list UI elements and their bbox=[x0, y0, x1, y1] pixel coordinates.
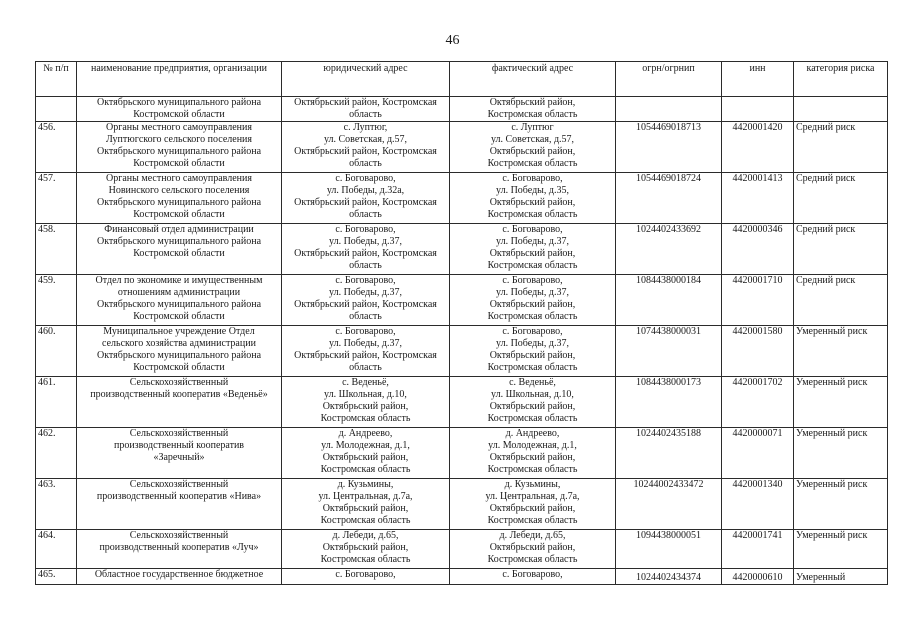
ogrn-value: 10244002433472 bbox=[616, 479, 722, 530]
legal-address-line: Октябрьский район, Костромская bbox=[294, 350, 437, 361]
table-row bbox=[36, 428, 888, 479]
organization-name-line: Костромской области bbox=[133, 248, 225, 259]
legal-address bbox=[282, 530, 450, 569]
organization-name bbox=[77, 569, 282, 585]
legal-address-line: область bbox=[349, 109, 382, 120]
risk-category bbox=[794, 97, 888, 122]
legal-address-line: область bbox=[349, 362, 382, 373]
legal-address-line: с. Боговарово, bbox=[335, 275, 396, 286]
actual-address-line: Октябрьский район, bbox=[489, 97, 576, 108]
organization-name-line: Костромской области bbox=[133, 209, 225, 220]
table-row bbox=[36, 569, 888, 585]
ogrn-value bbox=[616, 97, 722, 122]
actual-address-line: Октябрьский район, bbox=[489, 146, 576, 157]
actual-address-line: с. Боговарово, bbox=[502, 173, 563, 184]
row-number: 463. bbox=[36, 479, 77, 530]
row-number: 464. bbox=[36, 530, 77, 569]
actual-address-line: Костромская область bbox=[487, 413, 578, 424]
inn-value: 4420001741 bbox=[722, 530, 794, 569]
legal-address-line: Октябрьский район, Костромская bbox=[294, 197, 437, 208]
table-row bbox=[36, 479, 888, 530]
table-body bbox=[36, 97, 888, 585]
organization-name-line: Органы местного самоуправления bbox=[106, 173, 252, 184]
legal-address bbox=[282, 173, 450, 224]
legal-address bbox=[282, 479, 450, 530]
legal-address-line: Костромская область bbox=[320, 554, 411, 565]
legal-address-line: д. Лебеди, д.65, bbox=[332, 530, 399, 541]
organization-name bbox=[77, 326, 282, 377]
actual-address-line: Костромская область bbox=[487, 515, 578, 526]
ogrn-value: 1024402435188 bbox=[616, 428, 722, 479]
organization-name-line: «Заречный» bbox=[153, 452, 205, 463]
organization-name-line: сельского хозяйства администрации bbox=[102, 338, 256, 349]
actual-address bbox=[450, 173, 616, 224]
organization-name-line: производственный кооператив «Луч» bbox=[99, 542, 259, 553]
inn-value: 4420001413 bbox=[722, 173, 794, 224]
row-number: 461. bbox=[36, 377, 77, 428]
organization-name-line: Сельскохозяйственный bbox=[129, 428, 229, 439]
inn-value: 4420001420 bbox=[722, 122, 794, 173]
legal-address-line: Октябрьский район, Костромская bbox=[294, 248, 437, 259]
legal-address-line: Октябрьский район, Костромская bbox=[294, 97, 437, 108]
actual-address-line: ул. Молодежная, д.1, bbox=[488, 440, 577, 451]
actual-address-line: с. Боговарово, bbox=[502, 275, 563, 286]
actual-address-line: Октябрьский район, bbox=[489, 197, 576, 208]
organization-name-line: производственный кооператив bbox=[113, 440, 245, 451]
inn-value: 4420000346 bbox=[722, 224, 794, 275]
actual-address-line: Костромская область bbox=[487, 109, 578, 120]
organization-name bbox=[77, 479, 282, 530]
legal-address-line: область bbox=[349, 311, 382, 322]
inn-value: 4420001710 bbox=[722, 275, 794, 326]
header-name: наименование предприятия, организации bbox=[77, 62, 282, 97]
organization-name-line: Октябрьского муниципального района bbox=[96, 299, 262, 310]
actual-address-line: с. Веденьё, bbox=[509, 377, 556, 388]
legal-address-line: д. Кузьмины, bbox=[337, 479, 394, 490]
organization-name bbox=[77, 97, 282, 122]
organization-name bbox=[77, 275, 282, 326]
risk-category: Умеренный риск bbox=[794, 479, 888, 530]
actual-address bbox=[450, 122, 616, 173]
actual-address-line: Октябрьский район, bbox=[489, 350, 576, 361]
actual-address-line: Октябрьский район, bbox=[489, 248, 576, 259]
organization-name-line: Областное государственное бюджетное bbox=[94, 569, 264, 580]
actual-address bbox=[450, 569, 616, 585]
legal-address-line: с. Веденьё, bbox=[342, 377, 389, 388]
organization-name bbox=[77, 122, 282, 173]
organization-name-line: Луптюгского сельского поселения bbox=[106, 134, 252, 145]
table-row bbox=[36, 173, 888, 224]
actual-address-line: д. Кузьмины, bbox=[504, 479, 561, 490]
ogrn-value: 1054469018724 bbox=[616, 173, 722, 224]
legal-address-line: Костромская область bbox=[320, 413, 411, 424]
legal-address bbox=[282, 224, 450, 275]
organization-name-line: отношениям администрации bbox=[117, 287, 241, 298]
row-number: 460. bbox=[36, 326, 77, 377]
legal-address-line: ул. Победы, д.37, bbox=[329, 287, 402, 298]
risk-category: Средний риск bbox=[794, 224, 888, 275]
organization-name-line: Муниципальное учреждение Отдел bbox=[103, 326, 255, 337]
legal-address bbox=[282, 326, 450, 377]
actual-address-line: Октябрьский район, bbox=[489, 452, 576, 463]
actual-address-line: ул. Советская, д.57, bbox=[490, 134, 575, 145]
risk-category: Средний риск bbox=[794, 122, 888, 173]
actual-address-line: ул. Школьная, д.10, bbox=[491, 389, 574, 400]
legal-address bbox=[282, 569, 450, 585]
organization-name bbox=[77, 224, 282, 275]
actual-address-line: Октябрьский район, bbox=[489, 299, 576, 310]
legal-address-line: область bbox=[349, 260, 382, 271]
ogrn-value: 1084438000173 bbox=[616, 377, 722, 428]
legal-address bbox=[282, 377, 450, 428]
organization-name-line: Сельскохозяйственный bbox=[129, 530, 229, 541]
legal-address-line: с. Боговарово, bbox=[335, 224, 396, 235]
actual-address-line: с. Боговарово, bbox=[502, 569, 563, 580]
actual-address-line: ул. Победы, д.37, bbox=[496, 287, 569, 298]
actual-address bbox=[450, 97, 616, 122]
inn-value: 4420000071 bbox=[722, 428, 794, 479]
legal-address bbox=[282, 275, 450, 326]
actual-address bbox=[450, 326, 616, 377]
organization-name bbox=[77, 173, 282, 224]
legal-address-line: д. Андреево, bbox=[338, 428, 393, 439]
table-row bbox=[36, 97, 888, 122]
organization-name-line: Октябрьского муниципального района bbox=[96, 146, 262, 157]
header-risk: категория риска bbox=[794, 62, 888, 97]
legal-address-line: с. Боговарово, bbox=[335, 326, 396, 337]
organization-name-line: Отдел по экономике и имущественным bbox=[95, 275, 263, 286]
actual-address bbox=[450, 428, 616, 479]
legal-address bbox=[282, 428, 450, 479]
actual-address bbox=[450, 530, 616, 569]
inn-value: 4420001702 bbox=[722, 377, 794, 428]
risk-category: Умеренный риск bbox=[794, 530, 888, 569]
organization-name-line: Октябрьского муниципального района bbox=[96, 197, 262, 208]
actual-address-line: ул. Победы, д.37, bbox=[496, 236, 569, 247]
organization-name-line: Костромской области bbox=[133, 109, 225, 120]
organization-name-line: Октябрьского муниципального района bbox=[96, 350, 262, 361]
organization-name-line: Сельскохозяйственный bbox=[129, 479, 229, 490]
legal-address-line: с. Луптюг, bbox=[343, 122, 388, 133]
actual-address-line: ул. Центральная, д.7а, bbox=[485, 491, 580, 502]
actual-address bbox=[450, 275, 616, 326]
table-row bbox=[36, 530, 888, 569]
actual-address-line: с. Луптюг bbox=[511, 122, 554, 133]
header-legal-address: юридический адрес bbox=[282, 62, 450, 97]
actual-address-line: ул. Победы, д.37, bbox=[496, 338, 569, 349]
legal-address-line: Октябрьский район, bbox=[322, 401, 409, 412]
legal-address-line: область bbox=[349, 209, 382, 220]
actual-address-line: Костромская область bbox=[487, 260, 578, 271]
table-row bbox=[36, 377, 888, 428]
organization-name-line: Новинского сельского поселения bbox=[108, 185, 250, 196]
organization-name bbox=[77, 530, 282, 569]
inn-value: 4420001580 bbox=[722, 326, 794, 377]
legal-address-line: Октябрьский район, Костромская bbox=[294, 299, 437, 310]
table-row bbox=[36, 275, 888, 326]
table-row bbox=[36, 122, 888, 173]
actual-address-line: Октябрьский район, bbox=[489, 401, 576, 412]
organization-name-line: Костромской области bbox=[133, 311, 225, 322]
ogrn-value: 1094438000051 bbox=[616, 530, 722, 569]
legal-address-line: Октябрьский район, bbox=[322, 542, 409, 553]
row-number: 459. bbox=[36, 275, 77, 326]
actual-address-line: Костромская область bbox=[487, 311, 578, 322]
row-number: 458. bbox=[36, 224, 77, 275]
organization-name-line: Финансовый отдел администрации bbox=[104, 224, 254, 235]
row-number: 456. bbox=[36, 122, 77, 173]
organization-name-line: Октябрьского муниципального района bbox=[96, 236, 262, 247]
legal-address-line: с. Боговарово, bbox=[335, 173, 396, 184]
actual-address bbox=[450, 479, 616, 530]
risk-category: Средний риск bbox=[794, 275, 888, 326]
page-number: 46 bbox=[445, 33, 460, 48]
legal-address-line: Костромская область bbox=[320, 515, 411, 526]
header-row bbox=[36, 62, 888, 97]
header-actual-address: фактический адрес bbox=[450, 62, 616, 97]
actual-address bbox=[450, 224, 616, 275]
legal-address-line: область bbox=[349, 158, 382, 169]
row-number: 465. bbox=[36, 569, 77, 585]
actual-address-line: Костромская область bbox=[487, 554, 578, 565]
organization-name-line: Костромской области bbox=[133, 158, 225, 169]
risk-category: Умеренный риск bbox=[794, 326, 888, 377]
header-ogrn: огрн/огрнип bbox=[616, 62, 722, 97]
ogrn-value: 1024402433692 bbox=[616, 224, 722, 275]
organization-name bbox=[77, 428, 282, 479]
actual-address-line: Костромская область bbox=[487, 158, 578, 169]
organization-name bbox=[77, 377, 282, 428]
organization-name-line: Октябрьского муниципального района bbox=[96, 97, 262, 108]
header-inn: инн bbox=[722, 62, 794, 97]
risk-category: Средний риск bbox=[794, 173, 888, 224]
inn-value: 4420001340 bbox=[722, 479, 794, 530]
legal-address-line: с. Боговарово, bbox=[335, 569, 396, 580]
organization-name-line: Сельскохозяйственный bbox=[129, 377, 229, 388]
actual-address-line: ул. Победы, д.35, bbox=[496, 185, 569, 196]
actual-address-line: Октябрьский район, bbox=[489, 542, 576, 553]
legal-address-line: Костромская область bbox=[320, 464, 411, 475]
legal-address-line: ул. Победы, д.32а, bbox=[326, 185, 405, 196]
ogrn-value: 1084438000184 bbox=[616, 275, 722, 326]
risk-category: Умеренный риск bbox=[794, 377, 888, 428]
legal-address bbox=[282, 97, 450, 122]
table-row bbox=[36, 326, 888, 377]
actual-address-line: Костромская область bbox=[487, 362, 578, 373]
actual-address-line: с. Боговарово, bbox=[502, 224, 563, 235]
actual-address-line: Костромская область bbox=[487, 209, 578, 220]
inn-value: 4420000610 bbox=[722, 569, 794, 585]
legal-address-line: ул. Победы, д.37, bbox=[329, 236, 402, 247]
row-number bbox=[36, 97, 77, 122]
legal-address-line: Октябрьский район, Костромская bbox=[294, 146, 437, 157]
ogrn-value: 1024402434374 bbox=[616, 569, 722, 585]
ogrn-value: 1054469018713 bbox=[616, 122, 722, 173]
risk-category: Умеренный риск bbox=[794, 428, 888, 479]
risk-category: Умеренный bbox=[794, 569, 888, 585]
legal-address-line: Октябрьский район, bbox=[322, 503, 409, 514]
table-row bbox=[36, 224, 888, 275]
inn-value bbox=[722, 97, 794, 122]
row-number: 457. bbox=[36, 173, 77, 224]
actual-address-line: Костромская область bbox=[487, 464, 578, 475]
legal-address-line: ул. Молодежная, д.1, bbox=[321, 440, 410, 451]
registry-table bbox=[35, 61, 888, 585]
organization-name-line: производственный кооператив «Нива» bbox=[96, 491, 262, 502]
legal-address-line: ул. Победы, д.37, bbox=[329, 338, 402, 349]
row-number: 462. bbox=[36, 428, 77, 479]
ogrn-value: 1074438000031 bbox=[616, 326, 722, 377]
organization-name-line: Костромской области bbox=[133, 362, 225, 373]
legal-address-line: ул. Школьная, д.10, bbox=[324, 389, 407, 400]
actual-address-line: д. Лебеди, д.65, bbox=[499, 530, 566, 541]
organization-name-line: производственный кооператив «Веденьё» bbox=[90, 389, 268, 400]
actual-address-line: Октябрьский район, bbox=[489, 503, 576, 514]
legal-address-line: Октябрьский район, bbox=[322, 452, 409, 463]
actual-address bbox=[450, 377, 616, 428]
legal-address-line: ул. Центральная, д.7а, bbox=[318, 491, 413, 502]
actual-address-line: д. Андреево, bbox=[505, 428, 560, 439]
header-num: № п/п bbox=[36, 62, 77, 97]
legal-address-line: ул. Советская, д.57, bbox=[323, 134, 408, 145]
organization-name-line: Органы местного самоуправления bbox=[106, 122, 252, 133]
legal-address bbox=[282, 122, 450, 173]
actual-address-line: с. Боговарово, bbox=[502, 326, 563, 337]
